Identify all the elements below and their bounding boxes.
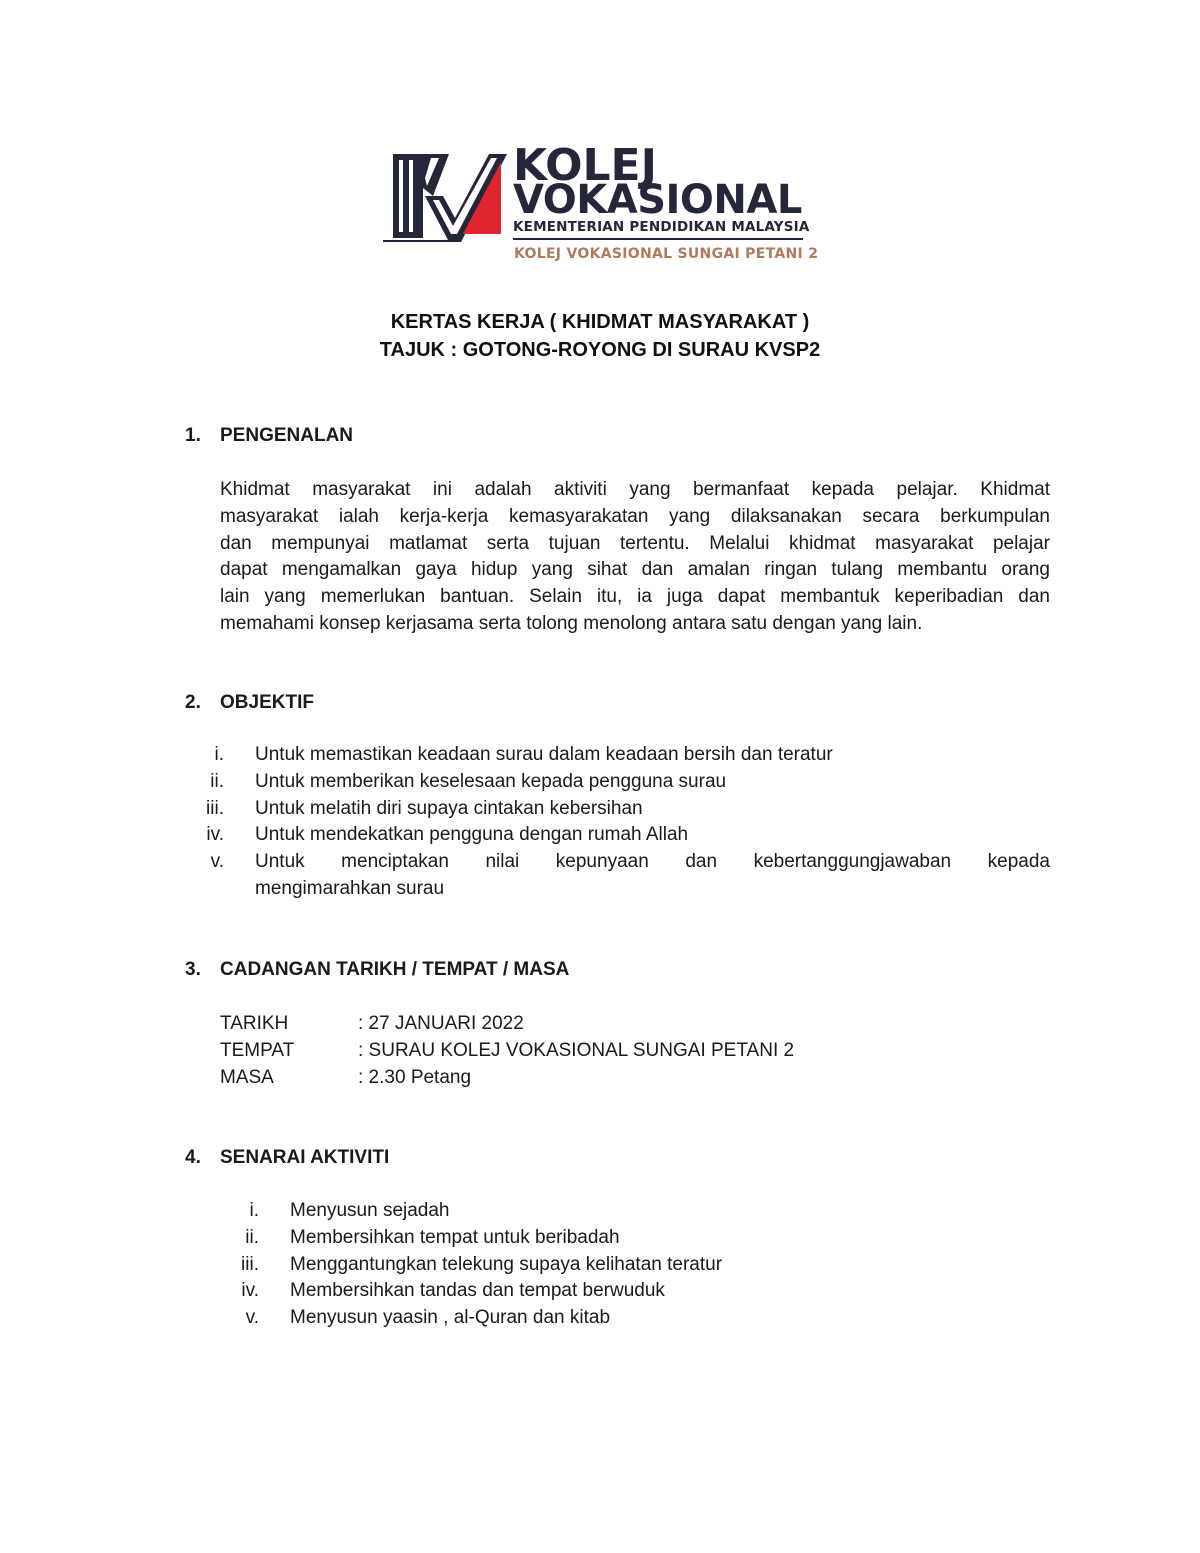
info-label: TARIKH xyxy=(220,1013,289,1034)
document-subtitle: TAJUK : GOTONG-ROYONG DI SURAU KVSP2 xyxy=(379,339,821,361)
list-marker: v. xyxy=(245,1307,259,1329)
list-item xyxy=(210,769,1050,796)
list-item xyxy=(210,849,1050,903)
list-item-text: Untuk mendekatkan pengguna dengan rumah Allah xyxy=(255,824,689,846)
list-item-text: Menggantungkan telekung supaya kelihatan teratur xyxy=(290,1253,723,1275)
list-item xyxy=(245,1305,990,1332)
list-item xyxy=(241,1252,990,1279)
logo-vokasional-text: VOKASIONAL xyxy=(513,177,802,223)
section-heading-cadangan xyxy=(185,960,569,979)
section-number: 2. xyxy=(185,692,201,713)
paragraph-line: masyarakat ialah kerja-kerja kemasyarakatan yang dilaksanakan secara berkumpulan xyxy=(220,505,1050,527)
list-item xyxy=(206,796,1050,823)
logo-ministry-text: KEMENTERIAN PENDIDIKAN MALAYSIA xyxy=(513,219,810,235)
list-item xyxy=(241,1278,990,1305)
list-marker: iii. xyxy=(206,797,224,819)
section-number: 4. xyxy=(185,1147,201,1168)
list-marker: ii. xyxy=(245,1226,259,1248)
list-item-text: Membersihkan tandas dan tempat berwuduk xyxy=(290,1280,665,1302)
list-item xyxy=(245,1225,990,1252)
paragraph-line: Khidmat masyarakat ini adalah aktiviti yang bermanfaat kepada pelajar. Khidmat xyxy=(220,479,1050,500)
info-value: : 27 JANUARI 2022 xyxy=(358,1013,524,1034)
kv-emblem-icon xyxy=(383,148,508,248)
list-item-text: Menyusun yaasin , al-Quran dan kitab xyxy=(290,1307,611,1329)
list-marker: i. xyxy=(249,1200,259,1221)
list-item-text: Untuk menciptakan nilai kepunyaan dan kebertanggungjawaban kepada xyxy=(255,851,1050,873)
list-marker: iv. xyxy=(206,824,224,846)
section-title: CADANGAN TARIKH / TEMPAT / MASA xyxy=(220,959,570,980)
list-item-text-continued: mengimarahkan surau xyxy=(255,877,445,899)
document-title: KERTAS KERJA ( KHIDMAT MASYARAKAT ) xyxy=(390,311,810,333)
section-title: SENARAI AKTIVITI xyxy=(220,1147,390,1168)
list-item-text: Untuk memastikan keadaan surau dalam keadaan bersih dan teratur xyxy=(255,744,833,765)
logo-rule xyxy=(513,238,803,240)
list-marker: ii. xyxy=(210,770,224,792)
list-item xyxy=(206,822,1050,849)
list-marker: iv. xyxy=(241,1280,259,1302)
objective-list xyxy=(206,742,1050,903)
info-label: MASA xyxy=(220,1067,274,1088)
info-label: TEMPAT xyxy=(220,1040,295,1061)
section-title: PENGENALAN xyxy=(220,425,354,446)
paragraph-line: dapat mengamalkan gaya hidup yang sihat dan amalan ringan tulang membantu orang xyxy=(220,559,1050,581)
info-value: : 2.30 Petang xyxy=(358,1067,472,1088)
logo-kolej-text: KOLEJ xyxy=(513,140,657,191)
list-item-text: Untuk memberikan keselesaan kepada pengguna surau xyxy=(255,770,727,792)
section-number: 1. xyxy=(185,425,201,446)
list-item-text: Membersihkan tempat untuk beribadah xyxy=(290,1226,620,1248)
section-title: OBJEKTIF xyxy=(220,692,314,713)
list-item-text: Menyusun sejadah xyxy=(290,1200,450,1221)
list-item xyxy=(249,1198,990,1225)
paragraph-line: lain yang memerlukan bantuan. Selain itu, ia juga dapat membantuk keperibadian dan xyxy=(220,586,1050,608)
kolej-vokasional-logo xyxy=(383,140,819,266)
list-item-text: Untuk melatih diri supaya cintakan kebersihan xyxy=(255,797,643,819)
section-heading-objektif xyxy=(185,693,314,712)
list-item xyxy=(214,742,1050,769)
list-marker: i. xyxy=(214,744,224,765)
intro-paragraph xyxy=(220,477,1050,638)
section-number: 3. xyxy=(185,959,201,980)
list-marker: v. xyxy=(210,851,224,873)
section-heading-senarai-aktiviti xyxy=(185,1148,389,1167)
paragraph-line: dan mempunyai matlamat serta tujuan tertentu. Melalui khidmat masyarakat pelajar xyxy=(220,532,1050,554)
paragraph-line: memahami konsep kerjasama serta tolong menolong antara satu dengan yang lain. xyxy=(220,612,923,634)
activity-list xyxy=(241,1198,990,1332)
info-value: : SURAU KOLEJ VOKASIONAL SUNGAI PETANI 2 xyxy=(358,1040,795,1061)
list-marker: iii. xyxy=(241,1253,259,1275)
logo-college-name: KOLEJ VOKASIONAL SUNGAI PETANI 2 xyxy=(514,246,819,262)
section-heading-pengenalan xyxy=(185,426,353,445)
